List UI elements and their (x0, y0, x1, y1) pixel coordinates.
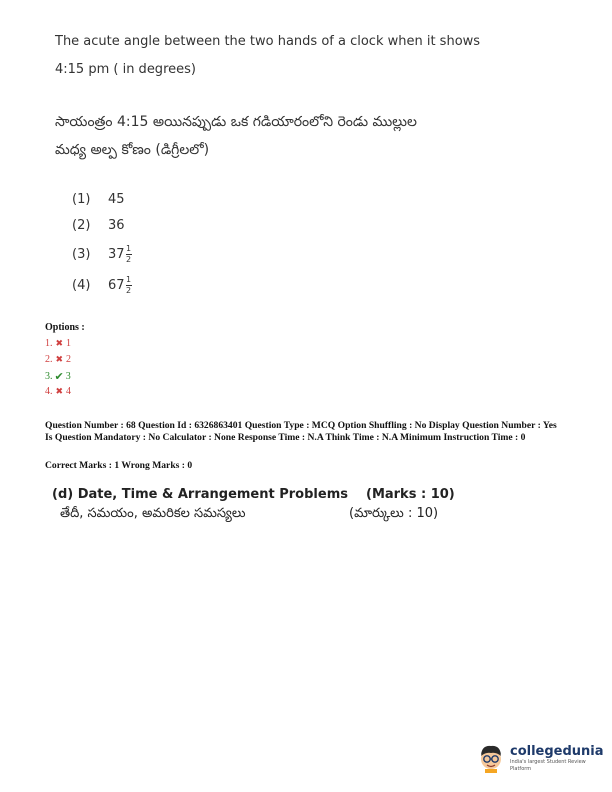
question-telugu (55, 108, 555, 164)
option-number: (2) (72, 217, 91, 233)
fraction-denominator: 2 (126, 285, 132, 295)
question-english (55, 28, 555, 84)
mascot-icon (476, 743, 506, 773)
option-fraction (126, 245, 132, 264)
section-title: (d) Date, Time & Arrangement Problems (52, 487, 348, 502)
section-title-telugu: తేదీ, సమయం, అమరికల సమస్యలు (60, 506, 246, 521)
logo-text (510, 744, 606, 773)
option-number: (4) (72, 277, 91, 293)
collegedunia-logo (476, 738, 606, 778)
option-1 (72, 188, 125, 210)
option-whole: 37 (108, 246, 125, 262)
option-value: 45 (108, 191, 125, 207)
answer-prefix: 4. (45, 386, 53, 397)
question-meta: Question Number : 68 Question Id : 6326863401 Question Type : MCQ Option Shuffling : No Display Question Number : Yes Is Question Mandatory : No Calculator : None Response Time : N.A Think Time : N.A Minimum Instruction Time : 0 (45, 420, 557, 443)
cross-icon: ✖ (55, 354, 64, 364)
answer-item-3 (45, 370, 71, 383)
section-marks: (Marks : 10) (366, 487, 455, 502)
answer-value: 2 (66, 354, 72, 365)
question-telugu-line1: సాయంత్రం 4:15 అయినప్పుడు ఒక గడియారంలోని రెండు ముల్లుల (55, 114, 417, 130)
option-fraction (126, 276, 132, 295)
option-2 (72, 214, 125, 236)
option-3 (72, 243, 132, 265)
answer-item-1 (45, 338, 71, 349)
option-4 (72, 274, 132, 296)
question-english-line2: 4:15 pm ( in degrees) (55, 62, 196, 77)
question-marks: Correct Marks : 1 Wrong Marks : 0 (45, 460, 193, 471)
question-english-line1: The acute angle between the two hands of a clock when it shows (55, 34, 481, 49)
option-number: (1) (72, 191, 91, 207)
options-label: Options : (45, 322, 85, 333)
answer-item-2 (45, 354, 71, 365)
logo-tagline: India's largest Student Review Platform (510, 758, 586, 772)
fraction-denominator: 2 (126, 254, 132, 264)
cross-icon: ✖ (55, 338, 64, 348)
cross-icon: ✖ (55, 386, 64, 396)
check-icon: ✔ (54, 371, 64, 383)
question-telugu-line2: మధ్య అల్ప కోణం (డిగ్రీలలో) (55, 142, 210, 158)
answer-value: 4 (66, 386, 72, 397)
answer-prefix: 1. (45, 338, 53, 349)
option-whole: 67 (108, 277, 125, 293)
answer-prefix: 3. (45, 371, 53, 382)
answer-prefix: 2. (45, 354, 53, 365)
fraction-numerator: 1 (126, 274, 132, 284)
fraction-numerator: 1 (126, 243, 132, 253)
answer-value: 1 (66, 338, 72, 349)
answer-value: 3 (65, 371, 71, 382)
answer-item-4 (45, 386, 71, 397)
section-marks-telugu: (మార్కులు : 10) (349, 506, 439, 521)
option-value: 36 (108, 217, 125, 233)
logo-name: collegedunia (510, 743, 604, 759)
option-number: (3) (72, 246, 91, 262)
